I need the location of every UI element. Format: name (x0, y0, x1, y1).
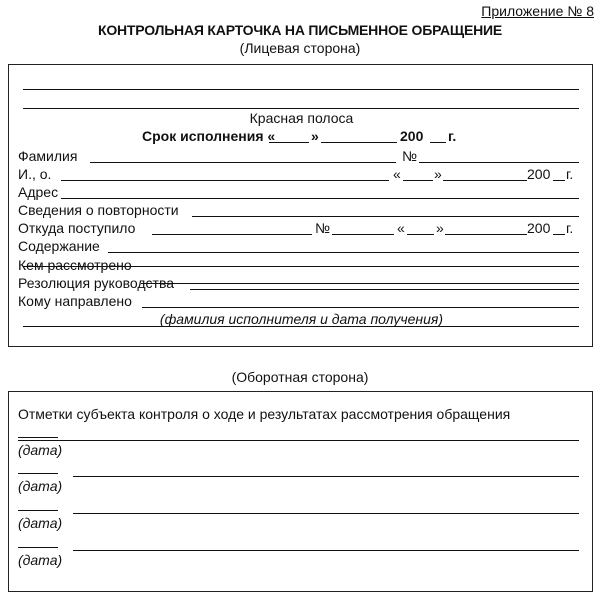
mark-line[interactable] (73, 550, 579, 551)
red-strip-label: Красная полоса (249, 110, 354, 126)
number-field[interactable] (419, 162, 579, 163)
deadline-year: 200 (400, 128, 424, 144)
executor-field[interactable] (23, 326, 579, 327)
blank-line (23, 89, 579, 90)
date-year-field[interactable] (553, 180, 565, 181)
blank-line (23, 108, 579, 109)
date-overline (18, 510, 58, 511)
date-label: (дата) (18, 515, 63, 531)
back-side-caption: (Оборотная сторона) (231, 369, 369, 385)
sent-to-field[interactable] (142, 307, 579, 308)
control-marks-line[interactable] (18, 440, 579, 441)
address-label: Адрес (18, 184, 59, 200)
date-month-field[interactable] (443, 180, 527, 181)
repeat-info-field[interactable] (192, 216, 579, 217)
year-prefix: 200 (527, 166, 551, 182)
received-year-suffix: г. (566, 220, 574, 236)
surname-field[interactable] (90, 162, 396, 163)
initials-field[interactable] (61, 180, 389, 181)
initials-label: И., о. (18, 166, 52, 182)
reviewed-by-label: Кем рассмотрено (18, 257, 132, 273)
back-side-card (8, 391, 593, 592)
management-resolution-field[interactable] (190, 289, 579, 290)
received-from-label: Откуда поступило (18, 220, 136, 236)
quote-open: « (393, 166, 401, 182)
appendix-number: Приложение № 8 (481, 3, 594, 19)
deadline-day-blank (269, 142, 309, 143)
repeat-info-label: Сведения о повторности (18, 202, 179, 218)
received-from-field[interactable] (152, 234, 312, 235)
deadline-g: г. (448, 128, 457, 144)
front-side-card (8, 64, 593, 347)
reviewed-by-field[interactable] (141, 283, 579, 284)
date-overline (18, 473, 58, 474)
quote-close: » (434, 166, 442, 182)
date-label: (дата) (18, 478, 63, 494)
management-resolution-label: Резолюция руководства (18, 275, 175, 291)
deadline-label: Срок исполнения « (142, 128, 276, 144)
date-day-field[interactable] (403, 180, 433, 181)
date-label: (дата) (18, 552, 63, 568)
date-label: (дата) (18, 442, 63, 458)
received-year-prefix: 200 (527, 220, 551, 236)
mark-line[interactable] (73, 513, 579, 514)
sent-to-label: Кому направлено (18, 293, 132, 309)
address-field[interactable] (61, 198, 579, 199)
content-field[interactable] (108, 252, 579, 253)
deadline-month-blank (321, 142, 397, 143)
received-quote-open: « (397, 220, 405, 236)
received-number-field[interactable] (332, 234, 394, 235)
front-side-caption: (Лицевая сторона) (239, 40, 361, 56)
content-label: Содержание (18, 238, 100, 254)
page-title: КОНТРОЛЬНАЯ КАРТОЧКА НА ПИСЬМЕННОЕ ОБРАЩЕНИЕ (97, 22, 502, 38)
received-day-field[interactable] (407, 234, 434, 235)
deadline-quote-close: » (311, 128, 319, 144)
number-sign: № (402, 148, 418, 164)
control-marks-header: Отметки субъекта контроля о ходе и результатах рассмотрения обращения (18, 406, 511, 422)
date-overline (18, 547, 58, 548)
received-quote-close: » (436, 220, 444, 236)
received-year-field[interactable] (553, 234, 565, 235)
year-suffix: г. (566, 166, 574, 182)
deadline-year-blank (430, 142, 446, 143)
executor-note: (фамилия исполнителя и дата получения) (159, 311, 444, 327)
surname-label: Фамилия (18, 148, 78, 164)
mark-line[interactable] (73, 476, 579, 477)
received-number-sign: № (315, 220, 331, 236)
received-month-field[interactable] (445, 234, 527, 235)
date-overline (18, 437, 58, 438)
